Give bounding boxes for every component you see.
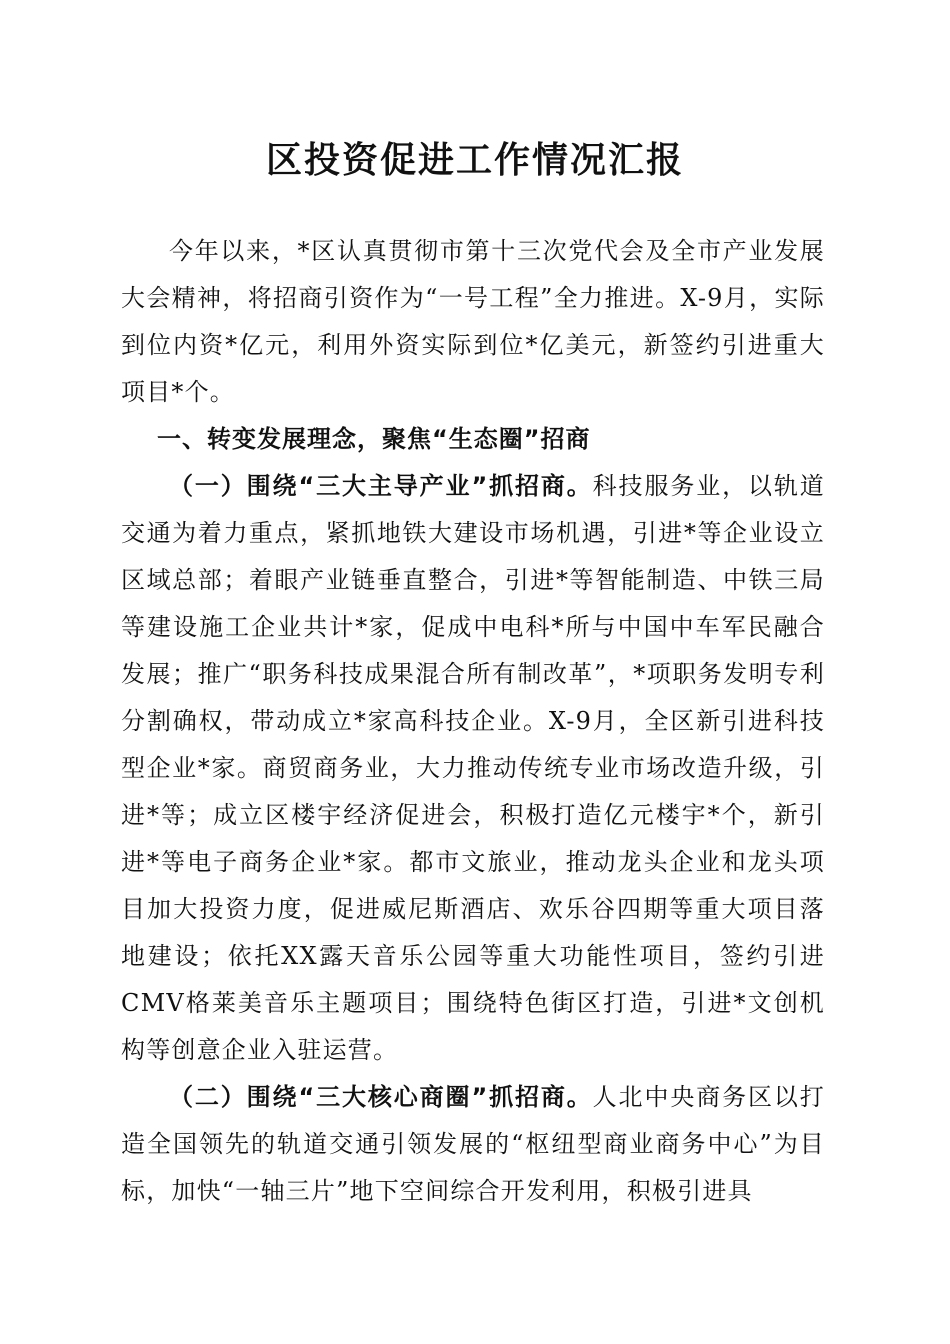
document-body [121,228,825,1215]
item-paragraph-1 [121,463,825,1074]
item-text-2: 人北中央商务区以打造全国领先的轨道交通引领发展的“枢纽型商业商务中心”为目标，加快“一轴三片”地下空间综合开发利用，积极引进具 [121,1083,825,1205]
item-lead-2: （二）围绕“三大核心商圈”抓招商。 [169,1083,593,1111]
item-lead-1: （一）围绕“三大主导产业”抓招商。 [169,472,593,500]
intro-paragraph: 今年以来，*区认真贯彻市第十三次党代会及全市产业发展大会精神，将招商引资作为“一号工程”全力推进。X-9月，实际到位内资*亿元，利用外资实际到位*亿美元，新签约引进重大项目*个。 [121,237,825,406]
item-text-1: 科技服务业，以轨道交通为着力重点，紧抓地铁大建设市场机遇，引进*等企业设立区域总部；着眼产业链垂直整合，引进*等智能制造、中铁三局等建设施工企业共计*家，促成中电科*所与中国中车军民融合发展；推广“职务科技成果混合所有制改革”，*项职务发明专利分割确权，带动成立*家高科技企业。X-9月，全区新引进科技型企业*家。商贸商务业，大力推动传统专业市场改造升级，引进*等；成立区楼宇经济促进会，积极打造亿元楼宇*个，新引进*等电子商务企业*家。都市文旅业，推动龙头企业和龙头项目加大投资力度，促进威尼斯酒店、欢乐谷四期等重大项目落地建设；依托XX露天音乐公园等重大功能性项目，签约引进CMV格莱美音乐主题项目；围绕特色街区打造，引进*文创机构等创意企业入驻运营。 [121,472,825,1064]
page-bottom-margin [0,1194,950,1344]
document-title: 区投资促进工作情况汇报 [265,139,684,181]
section-heading: 一、转变发展理念，聚焦“生态圈”招商 [157,425,591,453]
